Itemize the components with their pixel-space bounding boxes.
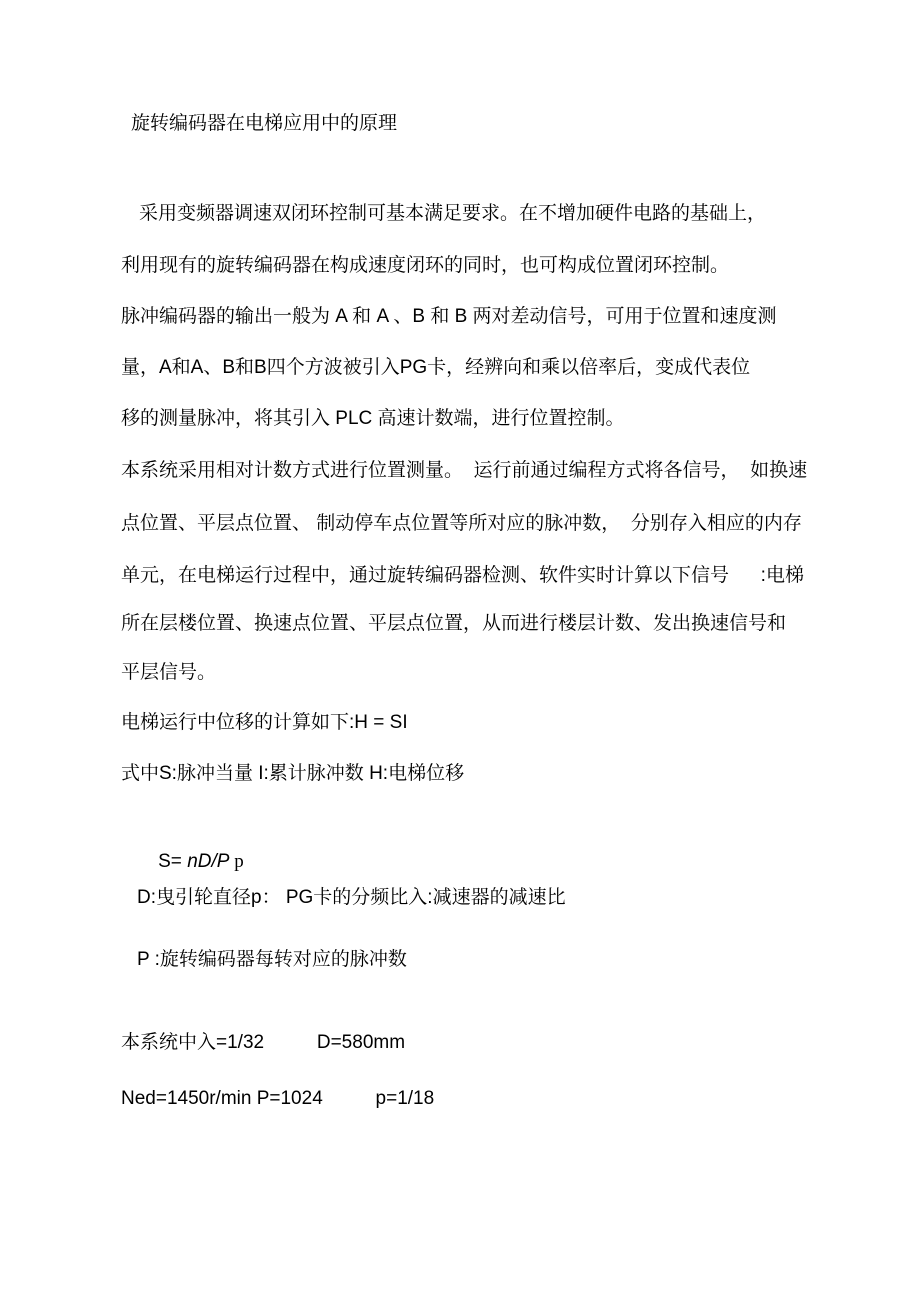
system-parameters-line: Ned=1450r/min P=1024 p=1/18 [121,1088,435,1109]
paragraph-line: 本系统采用相对计数方式进行位置测量。 运行前通过编程方式将各信号， 如换速 [121,460,808,481]
variable-definition-line: 式中S:脉冲当量 I:累计脉冲数 H:电梯位移 [121,763,465,784]
paragraph-line: 利用现有的旋转编码器在构成速度闭环的同时，也可构成位置闭环控制。 [121,255,730,276]
formula-variables: nD/P [187,851,230,872]
paragraph-line: 点位置、平层点位置、 制动停车点位置等所对应的脉冲数， 分别存入相应的内存 [121,513,802,534]
paragraph-line: 平层信号。 [121,662,217,683]
formula-intro-line: 电梯运行中位移的计算如下:H = SI [121,712,408,733]
formula-rho: p [229,851,244,872]
system-parameters-line: 本系统中入=1/32 D=580mm [121,1032,406,1053]
paragraph-line: 脉冲编码器的输出一般为 A 和 A 、B 和 B 两对差动信号，可用于位置和速度测 [121,306,777,327]
variable-definition-line: D:曳引轮直径p： PG卡的分频比入:减速器的减速比 [137,887,566,908]
paragraph-line: 量，A和A、B和B四个方波被引入PG卡，经辨向和乘以倍率后，变成代表位 [121,357,751,378]
doc-title: 旋转编码器在电梯应用中的原理 [131,113,398,134]
paragraph-line: 单元，在电梯运行过程中，通过旋转编码器检测、软件实时计算以下信号 :电梯 [121,565,804,586]
paragraph-line: 移的测量脉冲，将其引入 PLC 高速计数端，进行位置控制。 [121,408,625,429]
paragraph-line: 所在层楼位置、换速点位置、平层点位置，从而进行楼层计数、发出换速信号和 [121,613,787,634]
paragraph-line: 采用变频器调速双闭环控制可基本满足要求。在不增加硬件电路的基础上， [139,203,767,224]
formula-prefix: S= [158,851,188,872]
variable-definition-line: P :旋转编码器每转对应的脉冲数 [137,949,407,970]
